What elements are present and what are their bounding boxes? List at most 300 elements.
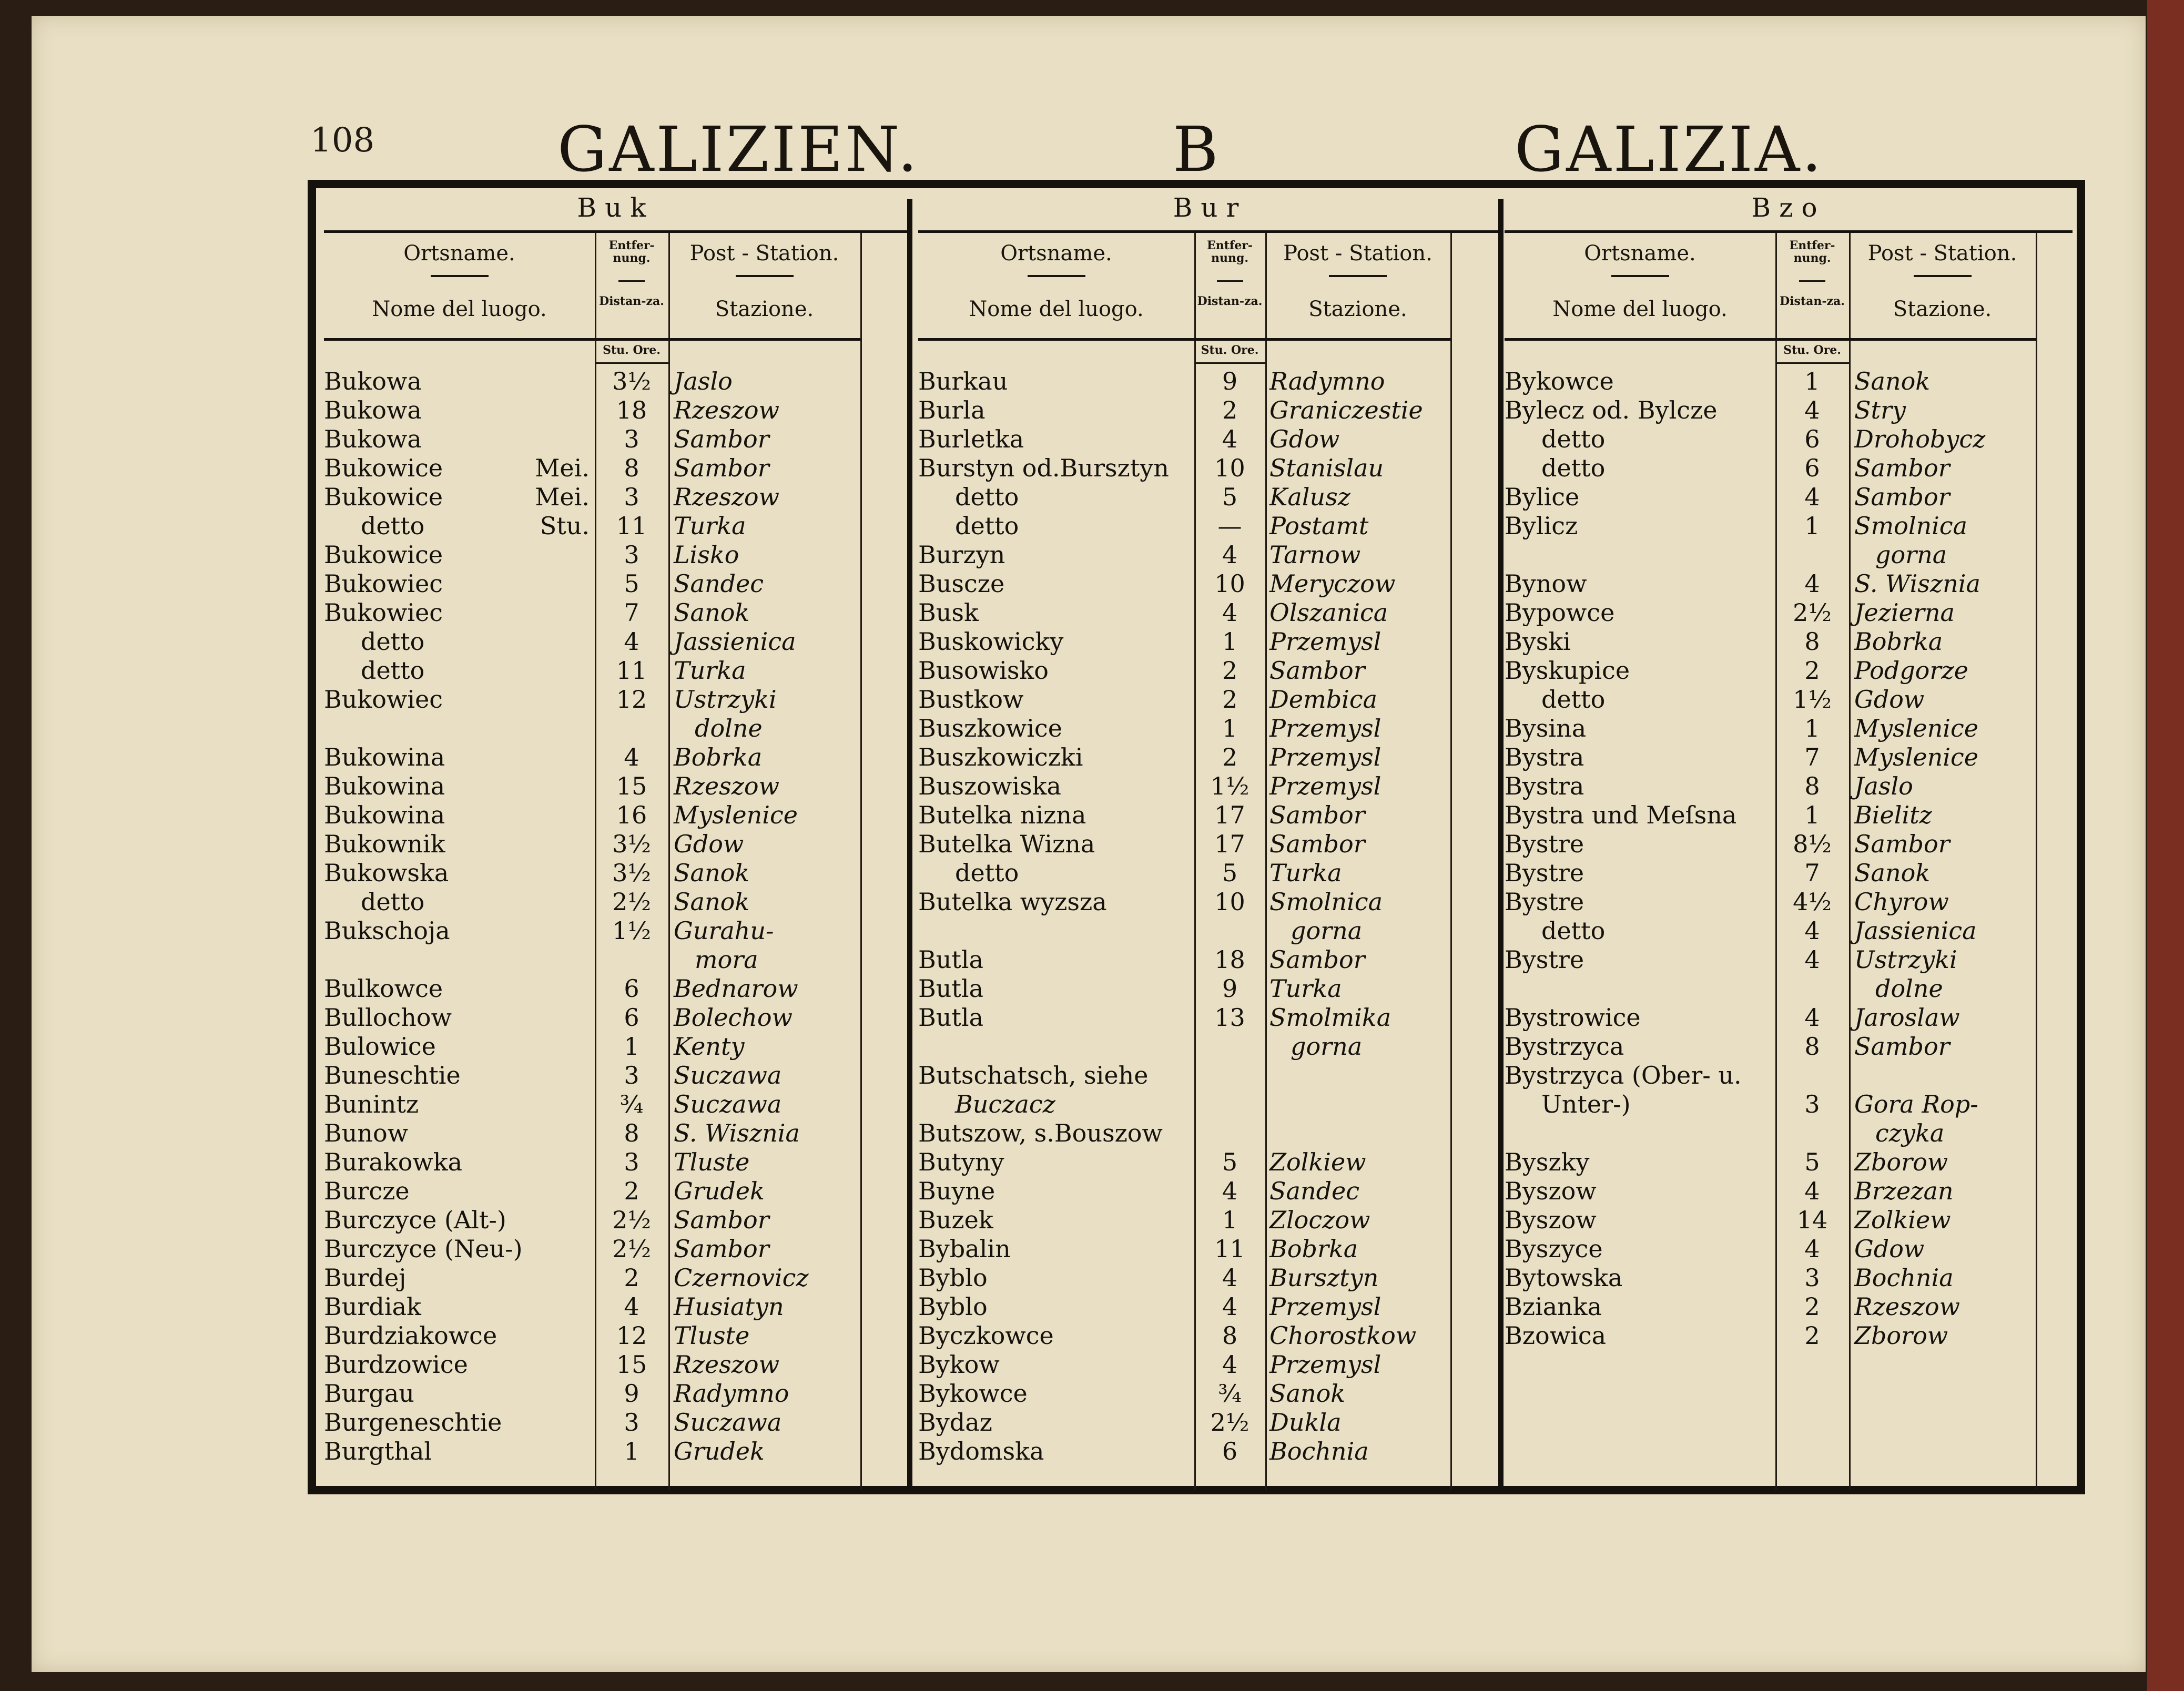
section-buk bbox=[324, 188, 908, 1486]
post-station: Turka bbox=[674, 512, 746, 540]
place-name: detto bbox=[1541, 425, 1606, 453]
section-heading: Bur bbox=[1173, 192, 1247, 223]
post-station: Stanislau bbox=[1269, 454, 1384, 482]
table-row bbox=[324, 801, 908, 830]
header-entfernung-de: Entfer-nung. bbox=[1206, 239, 1253, 265]
distance-value: 1 bbox=[624, 1032, 639, 1061]
place-name: Bystra und Meſsna bbox=[1505, 801, 1737, 829]
table-rows bbox=[918, 367, 1502, 1466]
table-row bbox=[1505, 685, 2073, 714]
post-station: Suczawa bbox=[674, 1090, 782, 1118]
place-name: Bulkowce bbox=[324, 974, 443, 1003]
post-station: czyka bbox=[1875, 1119, 1945, 1147]
table-row bbox=[324, 569, 908, 598]
table-row bbox=[324, 945, 908, 974]
section-divider bbox=[907, 199, 912, 1486]
distance-value: 15 bbox=[616, 1350, 647, 1379]
post-station: Kalusz bbox=[1269, 483, 1350, 511]
table-row bbox=[1505, 916, 2073, 945]
distance-value: 9 bbox=[1222, 974, 1238, 1003]
distance-value: 8 bbox=[1222, 1321, 1238, 1350]
place-name: Buyne bbox=[918, 1177, 996, 1205]
post-station: Sambor bbox=[674, 454, 769, 482]
post-station: Sambor bbox=[1269, 945, 1365, 974]
table-row bbox=[324, 1321, 908, 1350]
distance-value: 3 bbox=[624, 1408, 639, 1437]
post-station: Bursztyn bbox=[1269, 1264, 1379, 1292]
distance-value: 8½ bbox=[1793, 830, 1832, 858]
post-station: Rzeszow bbox=[674, 1350, 780, 1379]
table-row bbox=[1505, 1264, 2073, 1292]
post-station: Myslenice bbox=[1854, 714, 1978, 742]
place-name: detto bbox=[361, 888, 425, 916]
table-frame bbox=[308, 180, 2085, 1494]
place-name: Unter-) bbox=[1541, 1090, 1631, 1118]
post-station: Rzeszow bbox=[674, 772, 780, 800]
table-row bbox=[918, 627, 1502, 656]
table-row bbox=[1505, 1061, 2073, 1090]
post-station: Turka bbox=[674, 656, 746, 685]
place-name: Bukowice bbox=[324, 483, 443, 511]
post-station: Gora Rop- bbox=[1854, 1090, 1978, 1118]
table-row bbox=[918, 569, 1502, 598]
place-name: Burdej bbox=[324, 1264, 407, 1292]
place-name: Butschatsch, siehe bbox=[918, 1061, 1149, 1089]
table-row bbox=[1505, 627, 2073, 656]
table-row bbox=[918, 396, 1502, 425]
table-row bbox=[918, 1003, 1502, 1032]
table-row bbox=[918, 859, 1502, 888]
distance-value: 8 bbox=[1804, 1032, 1820, 1061]
place-name: Byblo bbox=[918, 1264, 988, 1292]
header-distanza-it: Distan-za. bbox=[599, 294, 664, 308]
table-row bbox=[1505, 1119, 2073, 1148]
distance-value: 3½ bbox=[612, 859, 651, 887]
header-dash bbox=[1914, 275, 1972, 277]
place-name: Butelka wyzsza bbox=[918, 888, 1107, 916]
post-station: Jaslo bbox=[1854, 772, 1913, 800]
distance-value: 1 bbox=[1804, 714, 1820, 742]
post-station: Meryczow bbox=[1269, 569, 1396, 598]
distance-value: 3½ bbox=[612, 367, 651, 395]
place-name: Bystra bbox=[1505, 743, 1584, 771]
post-station: Bochnia bbox=[1269, 1437, 1369, 1465]
table-row bbox=[918, 830, 1502, 859]
place-qualifier: Mei. bbox=[535, 483, 590, 511]
place-name: Butla bbox=[918, 945, 984, 974]
header-station bbox=[1849, 233, 2036, 338]
post-station: Przemysl bbox=[1269, 1350, 1381, 1379]
place-name: Byszky bbox=[1505, 1148, 1590, 1176]
distance-value: 3 bbox=[1804, 1264, 1820, 1292]
post-station: Przemysl bbox=[1269, 772, 1381, 800]
post-station: Graniczestie bbox=[1269, 396, 1423, 424]
table-row bbox=[918, 801, 1502, 830]
distance-value: 17 bbox=[1214, 830, 1245, 858]
distance-value: 9 bbox=[1222, 367, 1238, 395]
place-name: detto bbox=[955, 512, 1019, 540]
table-row bbox=[918, 714, 1502, 743]
distance-value: 1 bbox=[1222, 1206, 1238, 1234]
table-row bbox=[1505, 396, 2073, 425]
post-station: Suczawa bbox=[674, 1408, 782, 1437]
post-station: Zloczow bbox=[1269, 1206, 1370, 1234]
place-name: Bykow bbox=[918, 1350, 1000, 1379]
distance-value: 6 bbox=[624, 1003, 639, 1032]
place-name: Bzianka bbox=[1505, 1292, 1602, 1321]
distance-value: 3½ bbox=[612, 830, 651, 858]
distance-value: 2 bbox=[1222, 685, 1238, 714]
column-grid bbox=[324, 233, 908, 1490]
distance-value: 1 bbox=[1804, 367, 1820, 395]
place-name: Bystrzyca (Ober- u. bbox=[1505, 1061, 1742, 1089]
post-station: Sambor bbox=[1269, 830, 1365, 858]
distance-value: 12 bbox=[616, 685, 647, 714]
distance-value: 2½ bbox=[612, 1235, 651, 1263]
header-ortsname bbox=[1505, 233, 1775, 338]
place-name: Burla bbox=[918, 396, 986, 424]
table-row bbox=[918, 1264, 1502, 1292]
place-name: Bystre bbox=[1505, 859, 1584, 887]
place-name: Byczkowce bbox=[918, 1321, 1054, 1350]
title-german: GALIZIEN. bbox=[557, 113, 920, 186]
post-station: Jassienica bbox=[1854, 916, 1977, 945]
post-station: Smolnica bbox=[1854, 512, 1968, 540]
table-row bbox=[324, 859, 908, 888]
post-station: Bobrka bbox=[674, 743, 763, 771]
table-row bbox=[1505, 859, 2073, 888]
distance-value: 2 bbox=[1222, 656, 1238, 685]
table-row bbox=[324, 656, 908, 685]
distance-value: 4 bbox=[1804, 483, 1820, 511]
table-row bbox=[918, 743, 1502, 772]
place-name: Buszowiska bbox=[918, 772, 1061, 800]
table-row bbox=[324, 483, 908, 512]
place-name: detto bbox=[1541, 454, 1606, 482]
post-station: Sanok bbox=[1854, 859, 1931, 887]
table-row bbox=[324, 1437, 908, 1466]
table-row bbox=[324, 541, 908, 569]
header-dash bbox=[1028, 275, 1085, 277]
post-station: Bolechow bbox=[674, 1003, 793, 1032]
table-row bbox=[324, 1408, 908, 1437]
place-name: Burdzowice bbox=[324, 1350, 468, 1379]
place-name: Bukowice bbox=[324, 454, 443, 482]
table-row bbox=[918, 1437, 1502, 1466]
distance-value: 9 bbox=[624, 1379, 639, 1408]
table-row bbox=[324, 1148, 908, 1177]
distance-value: 4 bbox=[1804, 569, 1820, 598]
place-name: Buskowicky bbox=[918, 627, 1064, 656]
place-name: Bukowina bbox=[324, 801, 445, 829]
table-row bbox=[324, 888, 908, 916]
table-row bbox=[918, 1148, 1502, 1177]
distance-value: ¾ bbox=[1218, 1379, 1242, 1408]
distance-value: 4 bbox=[1222, 541, 1238, 569]
table-row bbox=[1505, 1090, 2073, 1119]
header-stazione-it: Stazione. bbox=[1893, 297, 1992, 321]
place-name: Burczyce (Alt-) bbox=[324, 1206, 506, 1234]
table-row bbox=[918, 483, 1502, 512]
distance-value: 5 bbox=[1222, 1148, 1238, 1176]
units-label: Stu. Ore. bbox=[595, 343, 668, 364]
distance-value: 1 bbox=[1804, 512, 1820, 540]
header-ortsname bbox=[324, 233, 595, 338]
post-station: Sandec bbox=[1269, 1177, 1359, 1205]
table-row bbox=[324, 1350, 908, 1379]
table-row bbox=[1505, 1321, 2073, 1350]
post-station: Smolnica bbox=[1269, 888, 1383, 916]
table-rows bbox=[324, 367, 908, 1466]
distance-value: 14 bbox=[1796, 1206, 1828, 1234]
place-name: Bystra bbox=[1505, 772, 1584, 800]
place-name: detto bbox=[361, 656, 425, 685]
post-station: Przemysl bbox=[1269, 714, 1381, 742]
table-row bbox=[324, 1177, 908, 1206]
distance-value: 11 bbox=[1214, 1235, 1245, 1263]
header-dash bbox=[618, 280, 645, 282]
table-row bbox=[918, 685, 1502, 714]
post-station: Sambor bbox=[1854, 483, 1950, 511]
table-row bbox=[324, 512, 908, 541]
place-name: Byskupice bbox=[1505, 656, 1630, 685]
distance-value: 15 bbox=[616, 772, 647, 800]
distance-value: 7 bbox=[1804, 859, 1820, 887]
table-row bbox=[918, 1321, 1502, 1350]
place-name: Butszow, s.Bouszow bbox=[918, 1119, 1163, 1147]
post-station: Postamt bbox=[1269, 512, 1369, 540]
place-name: Bzowica bbox=[1505, 1321, 1607, 1350]
post-station: Suczawa bbox=[674, 1061, 782, 1089]
distance-value: 4½ bbox=[1793, 888, 1832, 916]
post-station: Zborow bbox=[1854, 1321, 1948, 1350]
place-name: Busowisko bbox=[918, 656, 1049, 685]
place-name: Buszkowiczki bbox=[918, 743, 1083, 771]
post-station: Olszanica bbox=[1269, 598, 1388, 627]
table-row bbox=[918, 1032, 1502, 1061]
header-stazione-it: Stazione. bbox=[1308, 297, 1407, 321]
table-row bbox=[1505, 598, 2073, 627]
distance-value: 2 bbox=[1804, 1321, 1820, 1350]
table-row bbox=[1505, 483, 2073, 512]
post-station: Grudek bbox=[674, 1177, 765, 1205]
distance-value: 3 bbox=[1804, 1090, 1820, 1118]
table-row bbox=[918, 425, 1502, 454]
table-rows bbox=[1505, 367, 2073, 1350]
place-name: detto bbox=[955, 859, 1019, 887]
place-name: Bystre bbox=[1505, 830, 1584, 858]
header-dash bbox=[736, 275, 794, 277]
post-station: Gurahu- bbox=[674, 916, 774, 945]
post-station: Gdow bbox=[674, 830, 744, 858]
distance-value: 5 bbox=[624, 569, 639, 598]
distance-value: 1 bbox=[624, 1437, 639, 1465]
header-entfernung bbox=[1194, 233, 1265, 338]
place-name: Bunow bbox=[324, 1119, 409, 1147]
header-station bbox=[1265, 233, 1450, 338]
place-name: Bukowska bbox=[324, 859, 449, 887]
distance-value: 8 bbox=[1804, 772, 1820, 800]
post-station: Sambor bbox=[1854, 830, 1950, 858]
place-name: Butyny bbox=[918, 1148, 1004, 1176]
post-station: mora bbox=[695, 945, 758, 974]
post-station: Radymno bbox=[1269, 367, 1385, 395]
table-row bbox=[1505, 1003, 2073, 1032]
place-name: Bykowce bbox=[1505, 367, 1614, 395]
post-station: Sanok bbox=[674, 888, 750, 916]
post-station: Stry bbox=[1854, 396, 1906, 424]
post-station: Radymno bbox=[674, 1379, 789, 1408]
distance-value: 6 bbox=[1804, 425, 1820, 453]
place-name: Bunintz bbox=[324, 1090, 419, 1118]
place-name: Bylecz od. Bylcze bbox=[1505, 396, 1718, 424]
place-qualifier: Mei. bbox=[535, 454, 590, 482]
post-station: Husiatyn bbox=[674, 1292, 784, 1321]
place-name: detto bbox=[1541, 685, 1606, 714]
post-station: Turka bbox=[1269, 974, 1342, 1003]
table-row bbox=[324, 1235, 908, 1264]
place-name: Bukschoja bbox=[324, 916, 450, 945]
place-name: Butla bbox=[918, 974, 984, 1003]
distance-value: 5 bbox=[1222, 483, 1238, 511]
distance-value: 11 bbox=[616, 656, 647, 685]
header-ortsname-de: Ortsname. bbox=[403, 241, 515, 266]
table-row bbox=[918, 1350, 1502, 1379]
distance-value: 1½ bbox=[1210, 772, 1250, 800]
header-entfernung bbox=[595, 233, 668, 338]
distance-value: 1 bbox=[1222, 627, 1238, 656]
distance-value: 3 bbox=[624, 1061, 639, 1089]
table-row bbox=[918, 541, 1502, 569]
distance-value: — bbox=[1217, 512, 1242, 540]
distance-value: 2½ bbox=[1210, 1408, 1250, 1437]
place-qualifier: Stu. bbox=[540, 512, 590, 540]
post-station: Tarnow bbox=[1269, 541, 1361, 569]
header-nome-it: Nome del luogo. bbox=[1552, 297, 1728, 321]
post-station: gorna bbox=[1291, 916, 1363, 945]
header-station-de: Post - Station. bbox=[1867, 241, 2017, 266]
title-italian: GALIZIA. bbox=[1515, 113, 1824, 186]
post-station: Sambor bbox=[1269, 656, 1365, 685]
post-station: Smolmika bbox=[1269, 1003, 1391, 1032]
table-row bbox=[1505, 1148, 2073, 1177]
place-name: Bysina bbox=[1505, 714, 1587, 742]
place-name: Byszow bbox=[1505, 1206, 1597, 1234]
place-name: Busk bbox=[918, 598, 979, 627]
table-row bbox=[1505, 454, 2073, 483]
place-name: Bylicz bbox=[1505, 512, 1578, 540]
header-ortsname-de: Ortsname. bbox=[1000, 241, 1112, 266]
table-row bbox=[1505, 569, 2073, 598]
post-station: dolne bbox=[695, 714, 763, 742]
distance-value: 18 bbox=[616, 396, 647, 424]
distance-value: 8 bbox=[1804, 627, 1820, 656]
header-entfernung bbox=[1775, 233, 1849, 338]
post-station: Rzeszow bbox=[674, 396, 780, 424]
post-station: Rzeszow bbox=[1854, 1292, 1960, 1321]
post-station: Bobrka bbox=[1269, 1235, 1358, 1263]
table-row bbox=[918, 772, 1502, 801]
header-ortsname-de: Ortsname. bbox=[1584, 241, 1696, 266]
post-station: Myslenice bbox=[1854, 743, 1978, 771]
post-station: dolne bbox=[1875, 974, 1943, 1003]
place-name: Bytowska bbox=[1505, 1264, 1623, 1292]
table-row bbox=[1505, 801, 2073, 830]
post-station: Podgorze bbox=[1854, 656, 1968, 685]
post-station: Rzeszow bbox=[674, 483, 780, 511]
table-row bbox=[918, 367, 1502, 396]
post-station: Bednarow bbox=[674, 974, 798, 1003]
distance-value: 4 bbox=[1222, 598, 1238, 627]
distance-value: 2½ bbox=[612, 1206, 651, 1234]
header-stazione-it: Stazione. bbox=[715, 297, 814, 321]
header-dash bbox=[1611, 275, 1669, 277]
place-name: Burgthal bbox=[324, 1437, 432, 1465]
post-station: Chyrow bbox=[1854, 888, 1949, 916]
table-row bbox=[1505, 425, 2073, 454]
distance-value: 4 bbox=[624, 627, 639, 656]
post-station: Sambor bbox=[674, 1206, 769, 1234]
distance-value: 6 bbox=[1222, 1437, 1238, 1465]
table-row bbox=[1505, 1292, 2073, 1321]
place-name: Burgeneschtie bbox=[324, 1408, 502, 1437]
header-nome-it: Nome del luogo. bbox=[372, 297, 547, 321]
post-station: Zolkiew bbox=[1269, 1148, 1366, 1176]
post-station: Kenty bbox=[674, 1032, 745, 1061]
distance-value: 1½ bbox=[1793, 685, 1832, 714]
distance-value: 10 bbox=[1214, 454, 1245, 482]
header-station-de: Post - Station. bbox=[1283, 241, 1433, 266]
distance-value: 1½ bbox=[612, 916, 651, 945]
table-row bbox=[918, 945, 1502, 974]
table-row bbox=[324, 830, 908, 859]
distance-value: 4 bbox=[1222, 1292, 1238, 1321]
distance-value: 18 bbox=[1214, 945, 1245, 974]
table-row bbox=[324, 916, 908, 945]
table-row bbox=[918, 888, 1502, 916]
header-dash bbox=[1217, 280, 1243, 282]
table-row bbox=[1505, 1177, 2073, 1206]
distance-value: 4 bbox=[624, 1292, 639, 1321]
table-row bbox=[918, 1379, 1502, 1408]
place-name: detto bbox=[1541, 916, 1606, 945]
post-station: Bochnia bbox=[1854, 1264, 1954, 1292]
post-station: Sambor bbox=[1854, 1032, 1950, 1061]
post-station: Tluste bbox=[674, 1148, 750, 1176]
place-name: detto bbox=[361, 627, 425, 656]
place-name: Bukowice bbox=[324, 541, 443, 569]
table-row bbox=[1505, 367, 2073, 396]
title-letter: B bbox=[1173, 113, 1221, 186]
place-name: Burdiak bbox=[324, 1292, 421, 1321]
table-row bbox=[918, 1206, 1502, 1235]
place-name: Butelka Wizna bbox=[918, 830, 1095, 858]
table-row bbox=[324, 1264, 908, 1292]
place-name: Byszyce bbox=[1505, 1235, 1603, 1263]
post-station: Sanok bbox=[1269, 1379, 1346, 1408]
place-name: Buscze bbox=[918, 569, 1005, 598]
table-row bbox=[324, 1032, 908, 1061]
distance-value: 10 bbox=[1214, 569, 1245, 598]
place-name: Burcze bbox=[324, 1177, 410, 1205]
section-heading: Bzo bbox=[1751, 192, 1826, 223]
post-station: Chorostkow bbox=[1269, 1321, 1417, 1350]
header-rule bbox=[324, 338, 860, 341]
table-row bbox=[324, 772, 908, 801]
place-name: Bukowa bbox=[324, 396, 422, 424]
table-row bbox=[918, 1061, 1502, 1090]
post-station: Zborow bbox=[1854, 1148, 1948, 1176]
